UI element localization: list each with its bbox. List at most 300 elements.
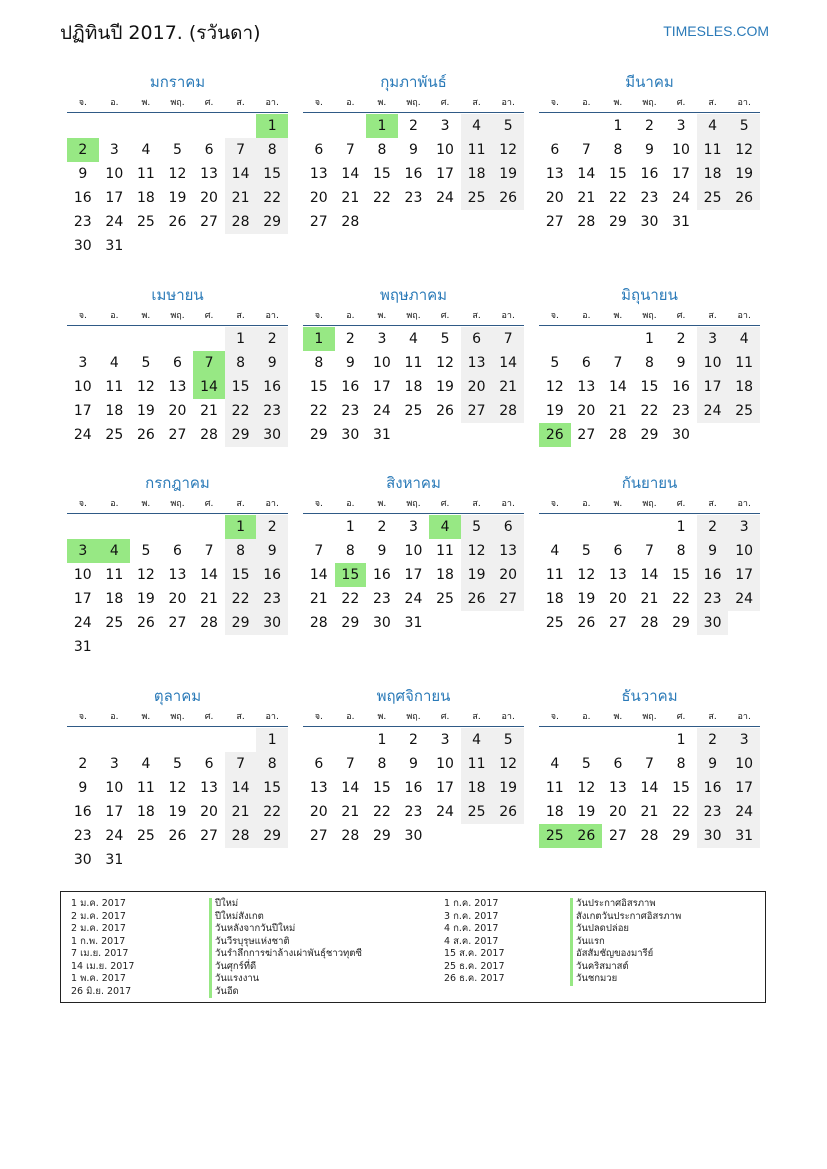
day-cell: 4 <box>728 327 760 351</box>
day-cell: 14 <box>492 351 524 375</box>
day-cell: 23 <box>73 828 92 844</box>
day-cell: 27 <box>577 427 596 443</box>
day-cell: 25 <box>105 615 124 631</box>
day-grid <box>67 326 288 447</box>
day-cell: 1 <box>345 519 355 535</box>
legend-date: 1 ก.พ. 2017 <box>71 935 126 947</box>
day-cell: 29 <box>225 611 257 635</box>
day-cell: 26 <box>492 800 524 824</box>
day-cell: 13 <box>200 780 218 796</box>
day-cell: 13 <box>168 567 187 583</box>
day-cell: 24 <box>73 615 92 631</box>
day-cell: 19 <box>461 563 493 587</box>
day-cell: 3 <box>409 519 418 535</box>
day-cell: 14 <box>225 776 257 800</box>
day-cell: 6 <box>314 142 324 158</box>
day-cell: 3 <box>440 732 450 748</box>
day-cell: 17 <box>105 804 124 820</box>
month-name: พฤศจิกายน <box>376 687 451 705</box>
weekday-label: อ. <box>110 311 119 321</box>
legend-date: 15 ส.ค. 2017 <box>444 948 505 959</box>
weekday-header <box>303 706 524 727</box>
day-cell: 16 <box>256 563 288 587</box>
day-cell: 12 <box>728 138 760 162</box>
day-cell: 14 <box>200 567 218 583</box>
day-cell: 30 <box>672 427 690 443</box>
day-cell: 26 <box>577 615 596 631</box>
day-cell: 31 <box>728 824 760 848</box>
day-cell: 7 <box>225 138 257 162</box>
day-cell: 10 <box>404 543 423 559</box>
day-cell: 27 <box>545 214 564 230</box>
empty-day-cell <box>162 327 194 351</box>
day-cell: 13 <box>577 379 596 395</box>
day-cell: 11 <box>136 780 155 796</box>
empty-day-cell <box>571 515 603 539</box>
day-cell: 20 <box>168 591 187 607</box>
month-calendar <box>303 686 524 848</box>
day-cell: 6 <box>492 515 524 539</box>
weekday-label: ส. <box>708 499 717 509</box>
legend-holiday-name: วันหลังจากวันปีใหม่ <box>209 923 362 936</box>
holiday-day-cell: 15 <box>335 563 367 587</box>
month-name: สิงหาคม <box>386 474 441 492</box>
day-cell: 3 <box>78 355 88 371</box>
month-calendar <box>67 473 288 659</box>
day-cell: 18 <box>728 375 760 399</box>
site-brand-link[interactable]: TIMESLES.COM <box>663 23 769 39</box>
weekday-label: อ. <box>110 712 119 722</box>
day-cell: 6 <box>204 756 214 772</box>
empty-day-cell <box>634 515 666 539</box>
empty-day-cell <box>193 728 225 752</box>
weekday-label: จ. <box>550 499 559 509</box>
empty-day-cell <box>99 327 131 351</box>
day-cell: 21 <box>492 375 524 399</box>
day-cell: 19 <box>492 776 524 800</box>
day-cell: 9 <box>409 142 418 158</box>
day-cell: 8 <box>256 138 288 162</box>
day-cell: 5 <box>492 114 524 138</box>
day-cell: 26 <box>168 214 187 230</box>
day-cell: 11 <box>728 351 760 375</box>
day-cell: 21 <box>341 190 360 206</box>
day-cell: 23 <box>372 591 391 607</box>
day-cell: 21 <box>200 403 218 419</box>
day-cell: 24 <box>105 828 124 844</box>
day-cell: 15 <box>225 375 257 399</box>
weekday-label: อ. <box>582 712 591 722</box>
empty-day-cell <box>99 114 131 138</box>
day-cell: 20 <box>492 563 524 587</box>
weekday-label: พ. <box>141 311 151 321</box>
holiday-day-cell: 14 <box>193 375 225 399</box>
legend-holiday-name: ปีใหม่สังเกต <box>209 911 362 924</box>
empty-day-cell <box>539 327 571 351</box>
month-calendar <box>303 285 524 447</box>
day-cell: 9 <box>78 166 88 182</box>
weekday-header <box>539 92 760 113</box>
day-cell: 13 <box>492 539 524 563</box>
day-cell: 8 <box>225 351 257 375</box>
holiday-day-cell: 26 <box>539 423 571 447</box>
day-cell: 11 <box>436 543 454 559</box>
weekday-label: พ. <box>377 712 387 722</box>
day-cell: 26 <box>168 828 187 844</box>
day-cell: 25 <box>404 403 423 419</box>
holiday-legend <box>60 891 766 1003</box>
day-cell: 27 <box>168 427 187 443</box>
weekday-label: ศ. <box>676 712 686 722</box>
day-cell: 2 <box>409 732 418 748</box>
day-cell: 18 <box>545 804 564 820</box>
empty-day-cell <box>571 114 603 138</box>
empty-day-cell <box>130 728 162 752</box>
day-cell: 19 <box>492 162 524 186</box>
day-cell: 15 <box>672 567 690 583</box>
day-cell: 20 <box>545 190 564 206</box>
weekday-label: อา. <box>737 499 751 509</box>
day-cell: 27 <box>608 615 627 631</box>
day-cell: 6 <box>461 327 493 351</box>
day-cell: 24 <box>436 804 454 820</box>
weekday-label: พ. <box>377 499 387 509</box>
day-cell: 3 <box>109 142 119 158</box>
day-cell: 16 <box>697 563 729 587</box>
weekday-label: พ. <box>613 98 623 108</box>
weekday-label: อ. <box>582 499 591 509</box>
day-cell: 22 <box>256 186 288 210</box>
day-cell: 27 <box>461 399 493 423</box>
weekday-label: ศ. <box>676 499 686 509</box>
holiday-day-cell: 4 <box>429 515 461 539</box>
day-cell: 1 <box>256 728 288 752</box>
day-cell: 8 <box>314 355 324 371</box>
day-cell: 9 <box>377 543 387 559</box>
day-cell: 18 <box>436 567 454 583</box>
empty-day-cell <box>303 728 335 752</box>
legend-date: 4 ส.ค. 2017 <box>444 935 499 947</box>
legend-date: 2 ม.ค. 2017 <box>71 923 126 934</box>
day-cell: 22 <box>608 190 627 206</box>
day-cell: 8 <box>676 543 686 559</box>
day-cell: 12 <box>136 567 155 583</box>
day-cell: 7 <box>314 543 324 559</box>
day-cell: 25 <box>136 828 155 844</box>
day-cell: 13 <box>461 351 493 375</box>
day-cell: 12 <box>168 780 187 796</box>
day-cell: 19 <box>168 190 187 206</box>
day-cell: 16 <box>404 780 423 796</box>
legend-right-dates <box>444 898 505 986</box>
empty-day-cell <box>67 114 99 138</box>
day-cell: 12 <box>168 166 187 182</box>
day-cell: 1 <box>613 118 623 134</box>
holiday-day-cell: 1 <box>256 114 288 138</box>
day-cell: 12 <box>492 752 524 776</box>
day-cell: 29 <box>372 828 391 844</box>
day-cell: 25 <box>545 615 564 631</box>
legend-right-names <box>570 898 681 986</box>
legend-date: 14 เม.ย. 2017 <box>71 960 135 972</box>
day-cell: 15 <box>309 379 328 395</box>
day-cell: 28 <box>640 615 659 631</box>
day-cell: 12 <box>436 355 454 371</box>
weekday-label: พ. <box>141 98 151 108</box>
weekday-label: พ. <box>613 311 623 321</box>
day-cell: 10 <box>73 567 92 583</box>
day-cell: 4 <box>141 756 151 772</box>
day-cell: 20 <box>577 403 596 419</box>
day-cell: 3 <box>109 756 119 772</box>
month-calendar <box>303 473 524 635</box>
day-cell: 16 <box>404 166 423 182</box>
day-cell: 18 <box>136 190 155 206</box>
day-cell: 24 <box>372 403 391 419</box>
month-name: มีนาคม <box>625 73 674 91</box>
weekday-label: พฤ. <box>642 499 657 509</box>
legend-date: 26 ธ.ค. 2017 <box>444 973 505 984</box>
day-cell: 10 <box>672 142 690 158</box>
month-calendar <box>67 285 288 447</box>
empty-day-cell <box>303 114 335 138</box>
day-cell: 8 <box>676 756 686 772</box>
day-grid <box>303 113 524 234</box>
day-cell: 1 <box>225 327 257 351</box>
legend-holiday-name: วันคริสมาสต์ <box>570 961 681 974</box>
day-cell: 9 <box>345 355 355 371</box>
weekday-label: อา. <box>501 712 515 722</box>
legend-holiday-name: วันแรก <box>570 936 681 949</box>
day-cell: 11 <box>697 138 729 162</box>
weekday-label: อ. <box>346 311 355 321</box>
day-cell: 12 <box>545 379 564 395</box>
empty-day-cell <box>539 114 571 138</box>
day-cell: 27 <box>200 828 218 844</box>
day-cell: 4 <box>109 355 119 371</box>
day-cell: 15 <box>256 162 288 186</box>
day-cell: 28 <box>492 399 524 423</box>
day-cell: 21 <box>640 591 659 607</box>
day-cell: 20 <box>608 591 627 607</box>
weekday-header <box>303 305 524 326</box>
day-cell: 22 <box>672 804 690 820</box>
day-cell: 24 <box>404 591 423 607</box>
day-cell: 5 <box>141 355 151 371</box>
weekday-label: อ. <box>582 98 591 108</box>
page-title: ปฏิทินปี 2017. (รวันดา) <box>60 22 261 44</box>
day-cell: 22 <box>225 587 257 611</box>
weekday-label: อา. <box>501 499 515 509</box>
day-cell: 29 <box>672 828 690 844</box>
day-cell: 10 <box>436 756 454 772</box>
weekday-label: พ. <box>141 499 151 509</box>
weekday-label: ศ. <box>204 98 214 108</box>
weekday-label: ศ. <box>440 98 450 108</box>
day-cell: 17 <box>73 591 92 607</box>
day-cell: 1 <box>676 519 686 535</box>
day-cell: 23 <box>697 800 729 824</box>
holiday-day-cell: 4 <box>99 539 131 563</box>
day-cell: 29 <box>672 615 690 631</box>
weekday-label: ส. <box>472 499 481 509</box>
day-cell: 6 <box>581 355 591 371</box>
day-cell: 18 <box>697 162 729 186</box>
empty-day-cell <box>162 515 194 539</box>
day-cell: 10 <box>697 351 729 375</box>
day-cell: 6 <box>613 543 623 559</box>
weekday-header <box>303 493 524 514</box>
day-cell: 7 <box>204 543 214 559</box>
day-cell: 14 <box>640 780 659 796</box>
day-cell: 15 <box>225 563 257 587</box>
day-cell: 30 <box>697 611 729 635</box>
weekday-label: อา. <box>737 98 751 108</box>
day-cell: 21 <box>309 591 328 607</box>
weekday-label: อ. <box>346 712 355 722</box>
weekday-label: พฤ. <box>642 712 657 722</box>
month-name: พฤษภาคม <box>379 286 448 304</box>
day-cell: 5 <box>141 543 151 559</box>
day-cell: 16 <box>73 190 92 206</box>
weekday-label: จ. <box>314 311 323 321</box>
day-cell: 28 <box>200 427 218 443</box>
legend-date: 1 ม.ค. 2017 <box>71 898 126 909</box>
day-cell: 13 <box>608 567 627 583</box>
day-cell: 7 <box>345 142 355 158</box>
weekday-label: อา. <box>265 311 279 321</box>
month-calendar <box>67 72 288 258</box>
day-cell: 30 <box>341 427 360 443</box>
empty-day-cell <box>571 728 603 752</box>
day-cell: 28 <box>225 210 257 234</box>
day-cell: 2 <box>256 515 288 539</box>
day-cell: 4 <box>550 543 560 559</box>
day-cell: 12 <box>136 379 155 395</box>
day-cell: 29 <box>341 615 360 631</box>
day-cell: 6 <box>550 142 560 158</box>
holiday-day-cell: 26 <box>571 824 603 848</box>
day-cell: 27 <box>608 828 627 844</box>
day-cell: 3 <box>728 728 760 752</box>
day-cell: 2 <box>409 118 418 134</box>
weekday-label: พฤ. <box>170 499 185 509</box>
day-cell: 31 <box>105 238 124 254</box>
weekday-label: พ. <box>613 499 623 509</box>
empty-day-cell <box>130 515 162 539</box>
day-cell: 1 <box>377 732 387 748</box>
day-cell: 25 <box>728 399 760 423</box>
day-cell: 24 <box>728 587 760 611</box>
day-cell: 16 <box>640 166 659 182</box>
day-cell: 23 <box>640 190 659 206</box>
day-cell: 14 <box>341 780 360 796</box>
empty-day-cell <box>335 114 367 138</box>
weekday-label: อ. <box>346 499 355 509</box>
day-cell: 18 <box>404 379 423 395</box>
day-cell: 3 <box>377 331 387 347</box>
weekday-label: พ. <box>613 712 623 722</box>
day-cell: 20 <box>309 804 328 820</box>
day-grid <box>539 326 760 447</box>
day-cell: 25 <box>461 800 493 824</box>
day-cell: 22 <box>640 403 659 419</box>
day-cell: 6 <box>613 756 623 772</box>
day-cell: 9 <box>256 539 288 563</box>
empty-day-cell <box>571 327 603 351</box>
day-cell: 22 <box>372 190 391 206</box>
day-cell: 23 <box>404 804 423 820</box>
legend-holiday-name: อัสสัมชัญของมารีย์ <box>570 948 681 961</box>
day-cell: 4 <box>461 114 493 138</box>
day-cell: 23 <box>73 214 92 230</box>
day-cell: 12 <box>492 138 524 162</box>
day-cell: 17 <box>105 190 124 206</box>
weekday-label: อา. <box>737 311 751 321</box>
day-cell: 5 <box>173 756 182 772</box>
day-cell: 28 <box>577 214 596 230</box>
day-cell: 2 <box>697 728 729 752</box>
day-cell: 18 <box>461 162 493 186</box>
day-cell: 23 <box>256 399 288 423</box>
weekday-header <box>303 92 524 113</box>
day-cell: 10 <box>728 752 760 776</box>
legend-holiday-name: วันแรงงาน <box>209 973 362 986</box>
weekday-header <box>67 305 288 326</box>
day-cell: 24 <box>672 190 690 206</box>
month-calendar <box>539 473 760 635</box>
day-cell: 2 <box>377 519 387 535</box>
month-name: มิถุนายน <box>621 286 678 304</box>
day-cell: 31 <box>73 639 92 655</box>
day-cell: 1 <box>676 732 686 748</box>
day-cell: 26 <box>728 186 760 210</box>
weekday-label: ส. <box>472 712 481 722</box>
day-cell: 21 <box>640 804 659 820</box>
weekday-header <box>539 305 760 326</box>
day-cell: 8 <box>377 756 387 772</box>
legend-holiday-name: วันศุกร์ที่ดี <box>209 961 362 974</box>
month-name: มกราคม <box>149 73 206 91</box>
empty-day-cell <box>634 728 666 752</box>
day-cell: 28 <box>640 828 659 844</box>
weekday-label: จ. <box>314 499 323 509</box>
day-cell: 11 <box>545 567 564 583</box>
day-cell: 11 <box>545 780 564 796</box>
day-grid <box>67 113 288 258</box>
day-cell: 25 <box>697 186 729 210</box>
weekday-label: พ. <box>377 311 387 321</box>
day-cell: 30 <box>640 214 659 230</box>
weekday-label: พ. <box>377 98 387 108</box>
day-cell: 11 <box>105 379 124 395</box>
weekday-label: อ. <box>110 98 119 108</box>
day-cell: 1 <box>645 331 654 347</box>
day-cell: 5 <box>461 515 493 539</box>
legend-date: 2 ม.ค. 2017 <box>71 910 126 922</box>
day-cell: 4 <box>141 142 151 158</box>
day-cell: 14 <box>608 379 627 395</box>
day-cell: 23 <box>341 403 360 419</box>
month-name: กุมภาพันธ์ <box>380 73 447 91</box>
day-cell: 30 <box>73 238 92 254</box>
day-cell: 17 <box>697 375 729 399</box>
day-cell: 21 <box>225 800 257 824</box>
day-cell: 17 <box>436 780 454 796</box>
weekday-label: ส. <box>236 98 245 108</box>
weekday-label: พ. <box>141 712 151 722</box>
weekday-label: ศ. <box>676 311 686 321</box>
